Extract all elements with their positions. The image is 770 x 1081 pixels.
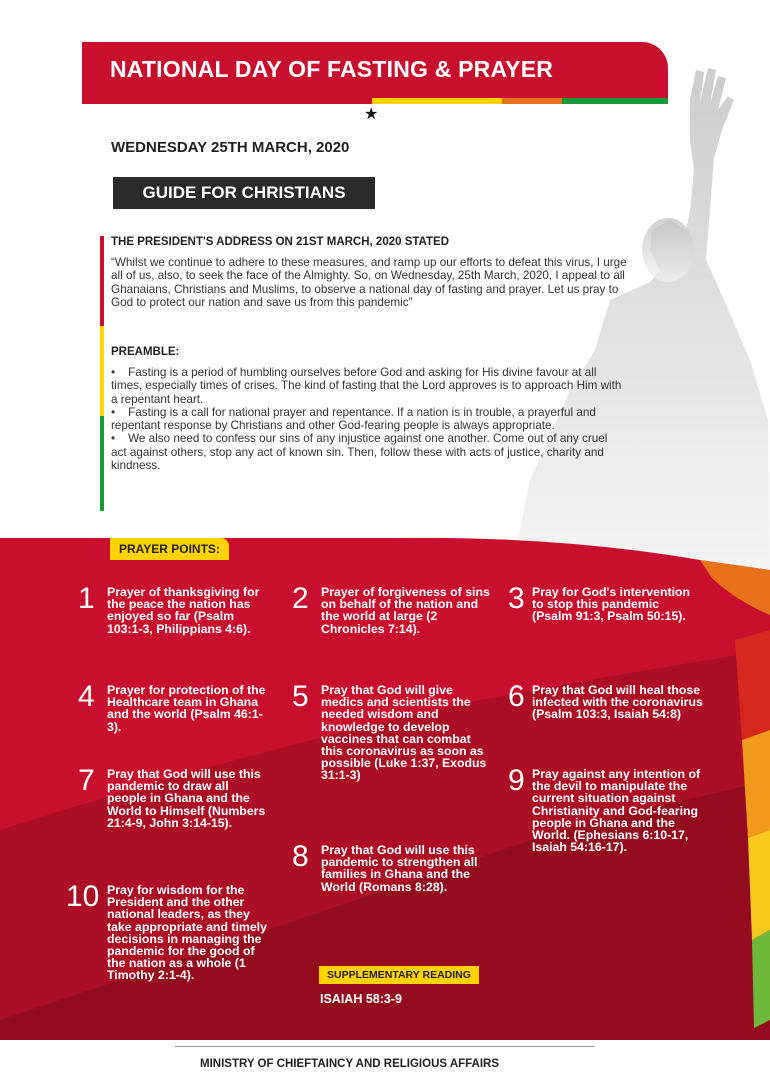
prayer-point-text: Pray against any intention of the devil to manipulate the current situation against Christianity and God-fearing people in Ghana and the World. (Ephesians 6:10-17, Isaiah 54:16-17). [532,767,701,855]
black-star-icon: ★ [364,106,379,123]
prayer-point-number: 5 [292,680,309,713]
prayer-point-text: Prayer for protection of the Healthcare team in Ghana and the world (Psalm 46:1-3). [107,683,266,734]
prayer-point-text: Prayer of forgiveness of sins on behalf of the nation and the world at large (2 Chronicles 7:14). [321,585,490,636]
prayer-point-number: 4 [78,680,95,713]
supplementary-reading-reference: ISAIAH 58:3-9 [320,992,402,1006]
address-heading: THE PRESIDENT'S ADDRESS ON 21ST MARCH, 2020 STATED [111,236,449,248]
prayer-point-number: 9 [508,764,525,797]
prayer-point-number: 7 [78,764,95,797]
preamble-item: • We also need to confess our sins of any injustice against one another. Come out of any cruel act against others, stop any act of known sin. Then, follow these with acts of justice, charity and kindness. [111,432,608,473]
prayer-point-text: Pray for God's intervention to stop this pandemic (Psalm 91:3, Psalm 50:15). [532,585,691,624]
guide-heading: GUIDE FOR CHRISTIANS [113,177,375,209]
prayer-point-text: Prayer of thanksgiving for the peace the nation has enjoyed so far (Psalm 103:1-3, Philippians 4:6). [107,585,260,636]
preamble-item: • Fasting is a period of humbling ourselves before God and asking for His divine favour at all times, especially times of crises. The kind of fasting that the Lord approves is to approach Him with a repentant heart. [111,366,622,406]
prayer-point-number: 3 [508,582,525,615]
prayer-point-text: Pray that God will give medics and scientists the needed wisdom and knowledge to develop vaccines that can combat this coronavirus as soon as possible (Luke 1:37, Exodus 31:1-3) [321,683,487,783]
prayer-point-text: Pray for wisdom for the President and the other national leaders, as they take appropriate and timely decisions in managing the pandemic for the good of the nation as a whole (1 Timothy 2:1-4). [107,883,267,983]
prayer-point-number: 8 [292,840,309,873]
prayer-point-number: 1 [78,582,95,615]
prayer-point-text: Pray that God will use this pandemic to draw all people in Ghana and the World to Himself (Numbers 21:4-9, John 3:14-15). [107,767,266,830]
prayer-point-number: 2 [292,582,309,615]
prayer-point-text: Pray that God will heal those infected with the coronavirus (Psalm 103:3, Isaiah 54:8) [532,683,703,722]
left-color-bar [100,236,104,511]
preamble-item: • Fasting is a call for national prayer and repentance. If a nation is in trouble, a prayerful and repentant response by Christians and other God-fearing people is always appropriate. [111,405,596,433]
footer-text: MINISTRY OF CHIEFTAINCY AND RELIGIOUS AFFAIRS [200,1058,500,1070]
footer-divider [175,1046,595,1047]
supplementary-reading-label: SUPPLEMENTARY READING [319,966,479,984]
preamble-heading: PREAMBLE: [111,346,180,358]
event-date: WEDNESDAY 25TH MARCH, 2020 [111,139,350,156]
title-banner [82,42,668,104]
address-quote: “Whilst we continue to adhere to these measures, and ramp up our efforts to defeat this virus, I urge all of us, also, to seek the face of the Almighty. So, on Wednesday, 25th March, 2020, I appeal to all Ghanaians, Christians and Muslims, to observe a national day of fasting and prayer. Let us pray to God to protect our nation and save us from this pandemic” [111,256,627,309]
page-title: NATIONAL DAY OF FASTING & PRAYER [110,56,554,82]
prayer-point-number: 6 [508,680,525,713]
prayer-point-text: Pray that God will use this pandemic to strengthen all families in Ghana and the World (Romans 8:28). [321,843,478,894]
prayer-point-number: 10 [66,880,100,913]
preamble-list [111,366,623,472]
prayer-points-label: PRAYER POINTS: [110,538,229,560]
